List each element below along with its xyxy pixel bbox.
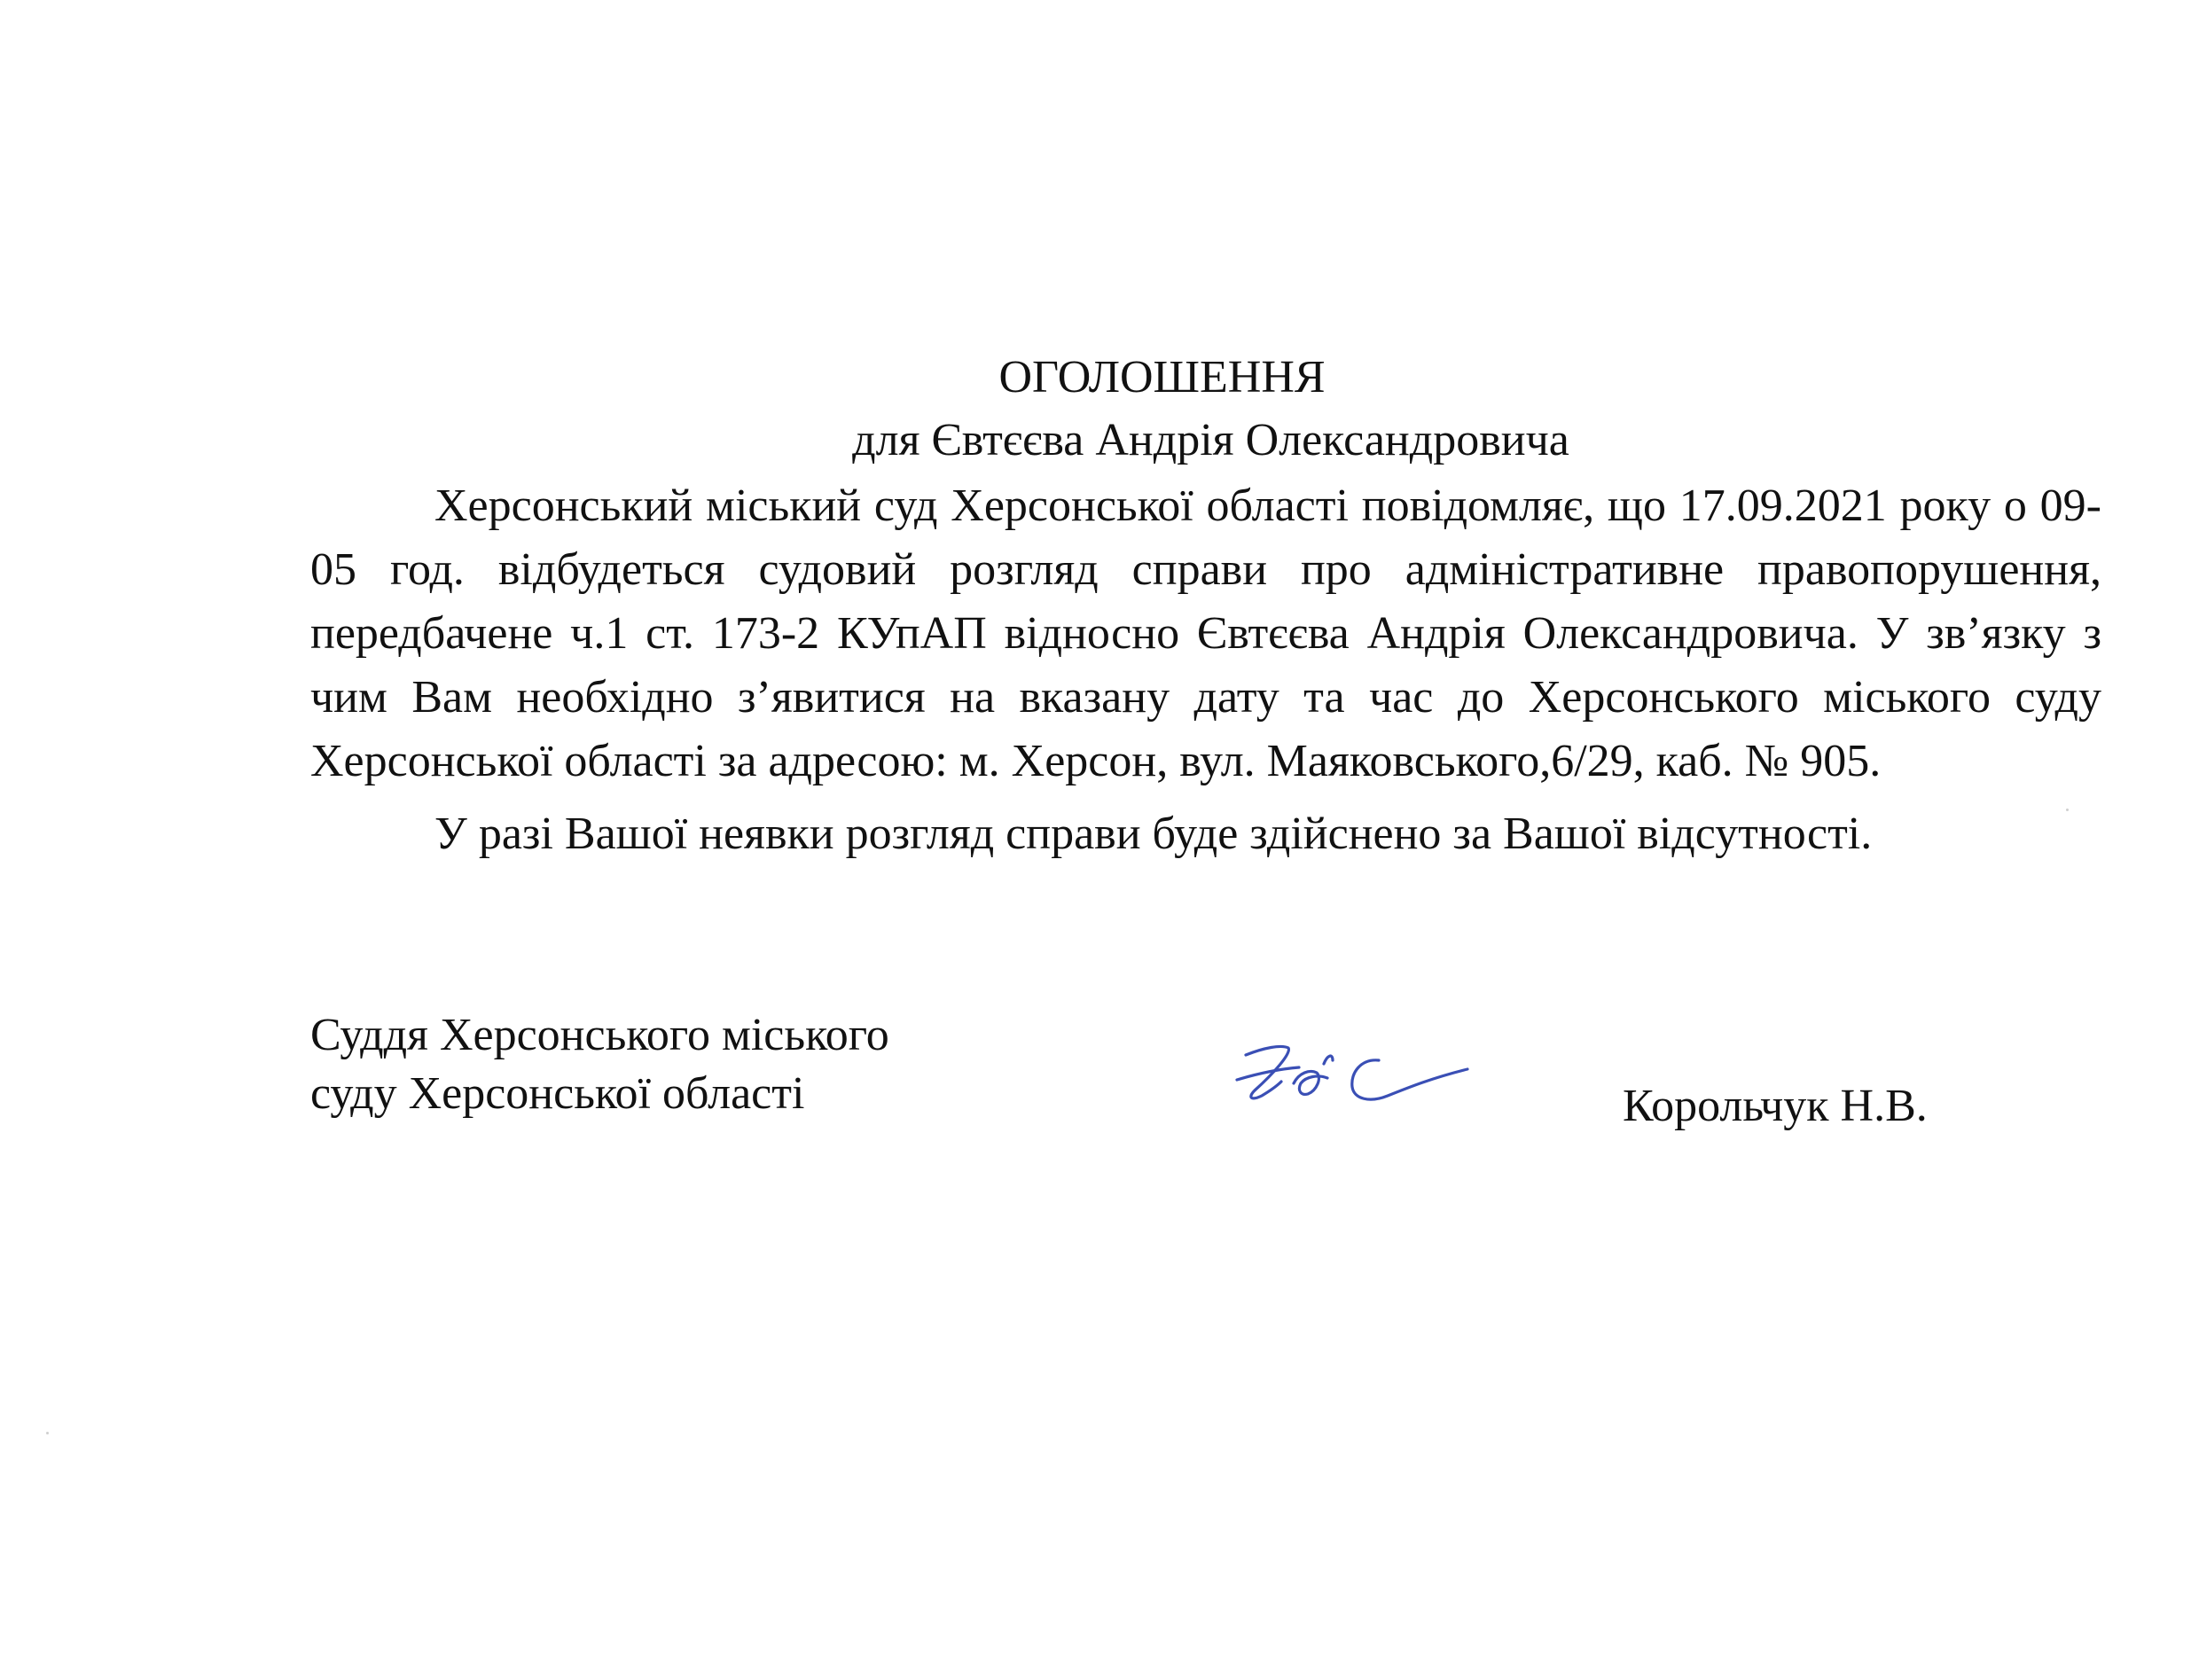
notice-paragraph: Херсонський міський суд Херсонської області повідомляє, що 17.09.2021 року о 09-05 год. відбудеться судовий розгляд справи про адміністративне правопорушення, передбачене ч.1 ст. 173-2 КУпАП відносно Євтєєва Андрія Олександровича. У зв’язку з чим Вам необхідно з’явитися на вказану дату та час до Херсонського міського суду Херсонської області за адресою: м. Херсон, вул. Маяковського,6/29, каб. № 905. [310, 481, 2101, 786]
document-subtitle: для Євтєєва Андрія Олександровича [852, 415, 1569, 465]
document-body [310, 474, 2101, 866]
document-title: ОГОЛОШЕННЯ [998, 352, 1326, 402]
absence-paragraph: У разі Вашої неявки розгляд справи буде здійснено за Вашої відсутності. [434, 809, 1873, 859]
scan-speck [2066, 809, 2069, 811]
handwritten-signature [1228, 1028, 1494, 1126]
judge-name: Корольчук Н.В. [1623, 1081, 1928, 1131]
judge-position [310, 1006, 889, 1123]
scan-speck [46, 1432, 49, 1434]
judge-position-line-1: Суддя Херсонського міського [310, 1010, 889, 1060]
judge-position-line-2: суду Херсонської області [310, 1068, 805, 1119]
